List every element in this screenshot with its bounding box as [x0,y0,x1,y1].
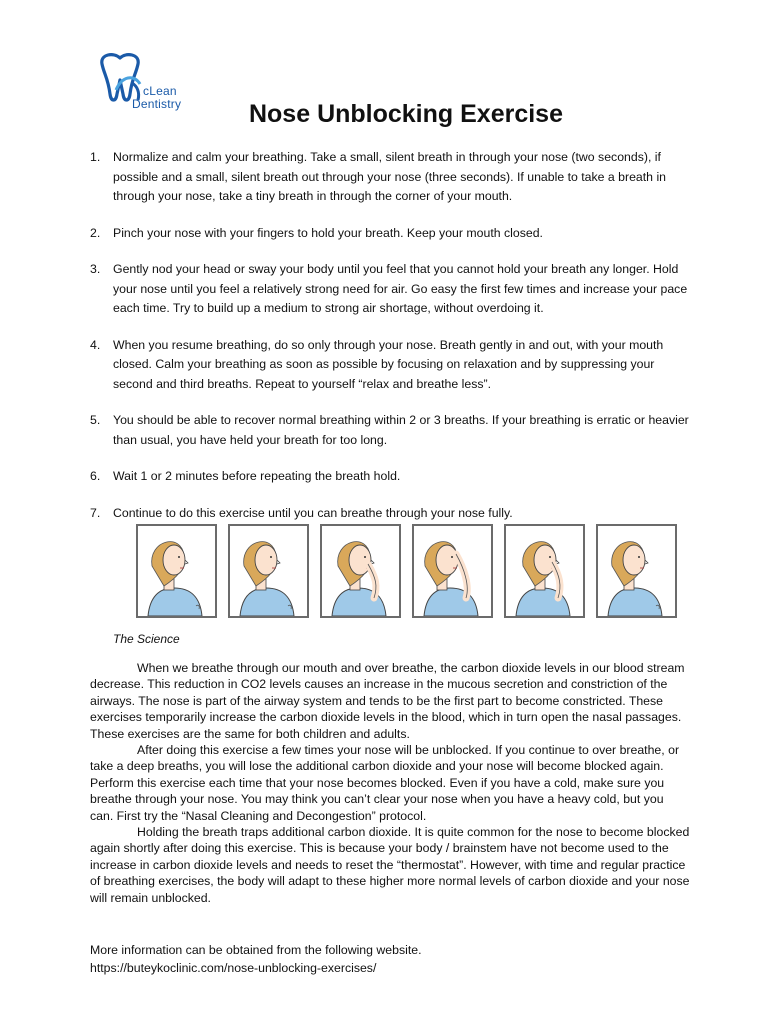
logo-text-dentistry: Dentistry [132,97,182,111]
illustration-panel-5 [504,524,585,618]
woman-breath-hold-figure [230,526,307,616]
step-text: Pinch your nose with your fingers to hold your breath. Keep your mouth closed. [113,225,543,240]
woman-breath-hold-figure [598,526,675,616]
step-item [90,467,690,487]
step-item [90,148,690,207]
woman-breath-hold-figure [138,526,215,616]
step-text: Continue to do this exercise until you can breathe through your nose fully. [113,505,513,520]
illustration-panel-1 [136,524,217,618]
logo-text-brand: cLean [143,84,177,98]
more-info-section [90,942,690,977]
illustration-panel-3 [320,524,401,618]
page-title: Nose Unblocking Exercise [248,100,563,128]
science-paragraph: Holding the breath traps additional carbon dioxide. It is quite common for the nose to become blocked again shortly after doing this exercise. This is because your body / brainstem have not become used to the increase in carbon dioxide levels and needs to reset the “thermostat”. However, with time and regular practice of breathing exercises, the body will adapt to these higher more normal levels of carbon dioxide and your nose will remain unblocked. [90,825,690,905]
science-heading: The Science [113,632,180,646]
step-text: Normalize and calm your breathing. Take a small, silent breath in through your nose (two seconds), if possible and a small, silent breath out through your nose (three seconds). If unable to take a breath in through your nose, take a tiny breath in through the corner of your mouth. [113,150,667,203]
breath-hold-illustration-strip [136,524,678,620]
step-number: 4. [90,337,101,352]
science-body [90,660,690,906]
step-item [90,411,690,450]
step-number: 7. [90,505,101,520]
step-item [90,224,690,244]
website-link[interactable]: https://buteykoclinic.com/nose-unblocking-exercises/ [90,961,377,975]
illustration-panel-6 [596,524,677,618]
step-number: 1. [90,150,101,164]
step-item [90,504,690,524]
step-item [90,336,690,395]
step-number: 3. [90,262,101,276]
step-text: Wait 1 or 2 minutes before repeating the breath hold. [113,469,401,483]
step-number: 5. [90,413,101,427]
woman-breath-hold-figure [506,526,583,616]
step-item [90,260,690,319]
step-text: You should be able to recover normal breathing within 2 or 3 breaths. If your breathing is erratic or heavier than usual, you have held your breath for too long. [113,413,689,447]
exercise-steps-list [90,148,690,523]
woman-breath-hold-figure [322,526,399,616]
step-number: 6. [90,469,101,483]
step-text: When you resume breathing, do so only through your nose. Breath gently in and out, with your mouth closed. Calm your breathing as soon as possible by focusing on relaxation and by suppressing your second and third breaths. Repeat to yourself “relax and breathe less”. [113,337,664,391]
woman-breath-hold-figure [414,526,491,616]
illustration-panel-2 [228,524,309,618]
more-info-text: More information can be obtained from the following website. [90,943,422,957]
science-paragraph: After doing this exercise a few times your nose will be unblocked. If you continue to over breathe, or take a deep breaths, you will lose the additional carbon dioxide and your nose will become blocked again. Perform this exercise each time that your nose becomes blocked. Even if you have a cold, make sure you breathe through your nose. You may think you can’t clear your nose when you have a heavy cold, but you can. First try the “Nasal Cleaning and Decongestion” protocol. [90,743,680,823]
illustration-panel-4 [412,524,493,618]
science-paragraph: When we breathe through our mouth and over breathe, the carbon dioxide levels in our blood stream decrease. This reduction in CO2 levels causes an increase in the mucous secretion and constriction of the airways. The nose is part of the airway system and tends to be the first part to become constricted. These exercises temporarily increase the carbon dioxide levels in the blood, which in turn open the nasal passages. These exercises are the same for both children and adults. [90,661,685,741]
step-text: Gently nod your head or sway your body until you feel that you cannot hold your breath any longer. Hold your nose until you feel a relatively strong need for air. Go easy the first few times and increase your pace each time. Try to build up a medium to strong air shortage, without overdoing it. [113,262,688,315]
step-number: 2. [90,225,101,240]
